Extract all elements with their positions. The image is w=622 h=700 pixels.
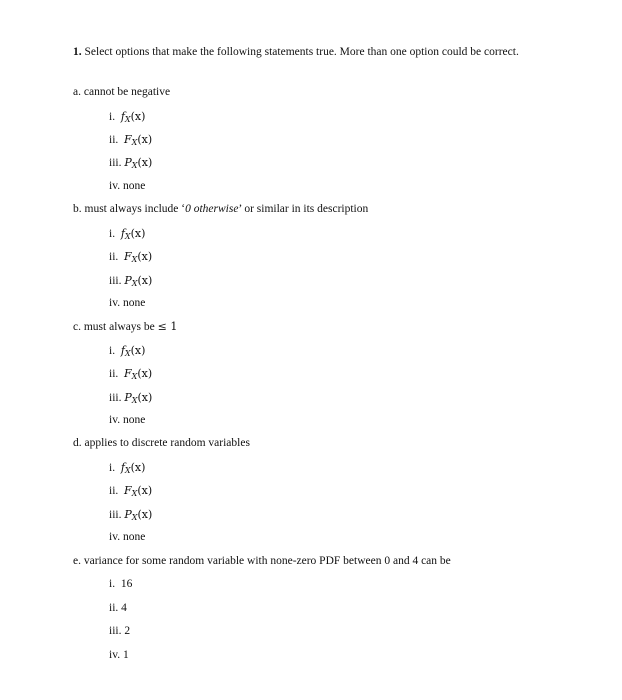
part-d-option-iii: iii. $P_X(x)$ bbox=[109, 508, 153, 522]
part-d-option-i: i. $f_X(x)$ bbox=[109, 461, 146, 475]
part-e-option-iv: iv. 1 bbox=[109, 649, 129, 661]
part-b-option-ii: ii. $F_X(x)$ bbox=[109, 250, 153, 264]
part-a-option-iv: iv. none bbox=[109, 180, 146, 192]
part-c-option-i: i. $f_X(x)$ bbox=[109, 344, 146, 358]
part-e-stem: e. variance for some random variable with none-zero PDF between 0 and 4 can be bbox=[73, 555, 451, 567]
part-a-option-iii: iii. $P_X(x)$ bbox=[109, 156, 153, 170]
part-c-option-iii: iii. $P_X(x)$ bbox=[109, 391, 153, 405]
part-e-option-i: i. 16 bbox=[109, 578, 133, 590]
part-e-option-ii: ii. 4 bbox=[109, 602, 127, 614]
part-c-option-iv: iv. none bbox=[109, 414, 146, 426]
part-b-stem: b. must always include ‘0 otherwise’ or similar in its description bbox=[73, 203, 369, 215]
part-b-option-i: i. $f_X(x)$ bbox=[109, 227, 146, 241]
part-b-option-iii: iii. $P_X(x)$ bbox=[109, 274, 153, 288]
part-a-option-i: i. $f_X(x)$ bbox=[109, 110, 146, 124]
question-prompt: Select options that make the following statements true. More than one option could be correct. bbox=[81, 46, 519, 58]
part-a-stem: a. cannot be negative bbox=[73, 86, 171, 98]
question-header bbox=[73, 44, 523, 61]
part-c-stem: c. must always be ≤ 1 bbox=[73, 320, 178, 333]
part-c-option-ii: ii. $F_X(x)$ bbox=[109, 367, 153, 381]
part-a-option-ii: ii. $F_X(x)$ bbox=[109, 133, 153, 147]
part-d-option-iv: iv. none bbox=[109, 531, 146, 543]
part-b-option-iv: iv. none bbox=[109, 297, 146, 309]
question-number: 1. bbox=[73, 46, 82, 58]
part-e-option-iii: iii. 2 bbox=[109, 625, 131, 637]
part-d-stem: d. applies to discrete random variables bbox=[73, 437, 250, 449]
part-d-option-ii: ii. $F_X(x)$ bbox=[109, 484, 153, 498]
